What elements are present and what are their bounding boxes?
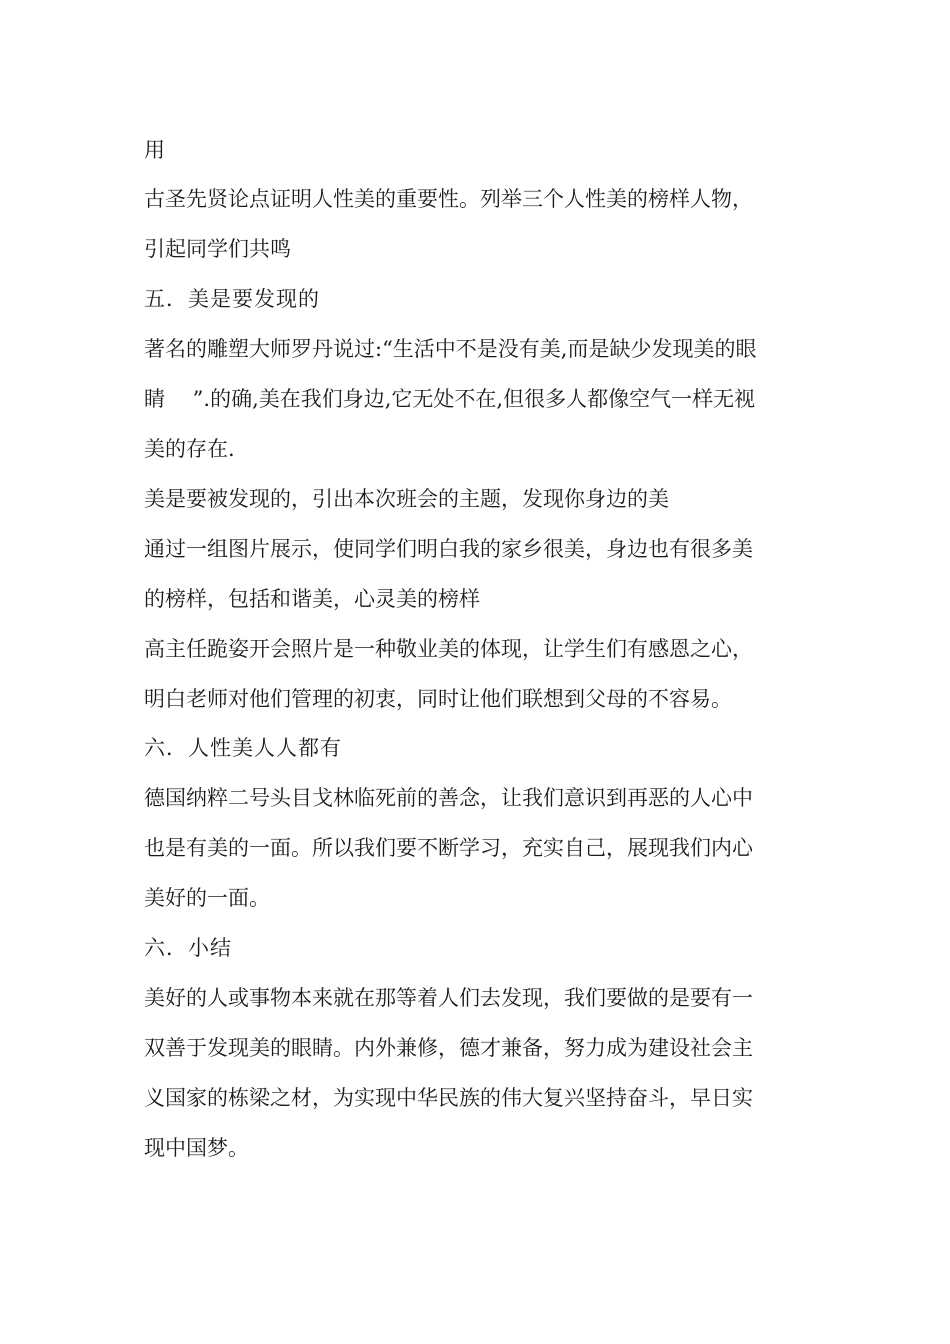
text-line: 高主任跪姿开会照片是一种敬业美的体现，让学生们有感恩之心， <box>144 637 753 661</box>
text-line: 用 <box>144 138 165 162</box>
text-line: 现中国梦。 <box>144 1136 249 1160</box>
section-heading: 五．美是要发现的 <box>144 287 320 311</box>
text-line: 美是要被发现的，引出本次班会的主题，发现你身边的美 <box>144 487 669 511</box>
text-line: 著名的雕塑大师罗丹说过:“生活中不是没有美,而是缺少发现美的眼 <box>144 337 757 361</box>
text-line: 美的存在. <box>144 437 235 461</box>
text-line: 的榜样，包括和谐美，心灵美的榜样 <box>144 587 480 611</box>
text-line: 引起同学们共鸣 <box>144 237 291 261</box>
text-line: 德国纳粹二号头目戈林临死前的善念，让我们意识到再恶的人心中 <box>144 786 753 810</box>
text-line: 古圣先贤论点证明人性美的重要性。列举三个人性美的榜样人物， <box>144 187 753 211</box>
text-line: 睛 ”.的确,美在我们身边,它无处不在,但很多人都像空气一样无视 <box>144 387 756 411</box>
text-line: 明白老师对他们管理的初衷，同时让他们联想到父母的不容易。 <box>144 687 732 711</box>
section-heading: 六．人性美人人都有 <box>144 736 342 760</box>
text-line: 美好的人或事物本来就在那等着人们去发现，我们要做的是要有一 <box>144 986 753 1010</box>
text-line: 通过一组图片展示，使同学们明白我的家乡很美，身边也有很多美 <box>144 537 753 561</box>
text-line: 双善于发现美的眼睛。内外兼修，德才兼备，努力成为建设社会主 <box>144 1036 753 1060</box>
section-heading: 六．小结 <box>144 936 232 960</box>
text-line: 义国家的栋梁之材，为实现中华民族的伟大复兴坚持奋斗，早日实 <box>144 1086 753 1110</box>
text-line: 美好的一面。 <box>144 886 270 910</box>
text-line: 也是有美的一面。所以我们要不断学习，充实自己，展现我们内心 <box>144 836 753 860</box>
